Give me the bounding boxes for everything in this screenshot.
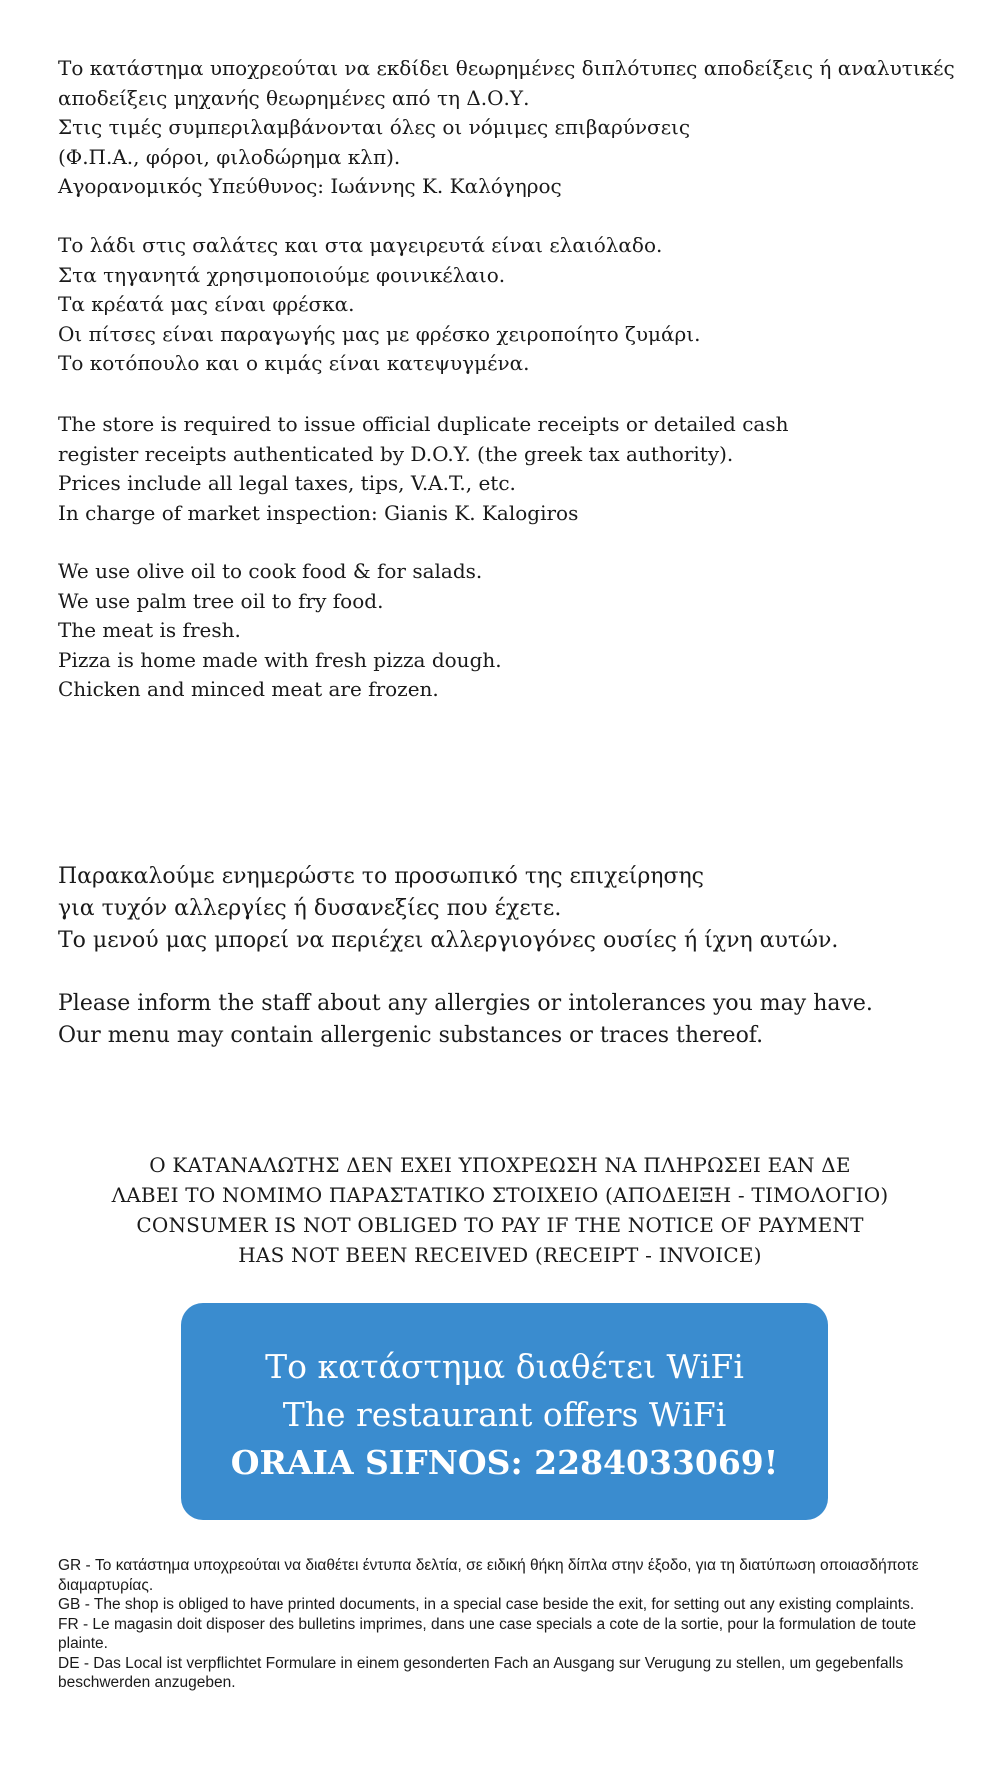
text-line: Prices include all legal taxes, tips, V.A.T., etc. bbox=[58, 471, 516, 495]
text-line: The store is required to issue official duplicate receipts or detailed cash bbox=[58, 412, 789, 436]
text-line: In charge of market inspection: Gianis K. Kalogiros bbox=[58, 500, 579, 525]
consumer-payment-notice bbox=[0, 1150, 1000, 1270]
text-line: DE - Das Local ist verpflichtet Formulare in einem gesonderten Fach an Ausgang sur Verugung zu stellen, um gegebenfalls beschwerden anzugeben. bbox=[58, 1654, 904, 1691]
complaints-notice bbox=[58, 1556, 938, 1693]
text-line: Το κοτόπουλο και ο κιμάς είναι κατεψυγμένα. bbox=[58, 351, 530, 375]
text-line: (Φ.Π.Α., φόροι, φιλοδώρημα κλπ). bbox=[58, 144, 401, 169]
allergy-notice-greek bbox=[58, 861, 838, 957]
wifi-network-text: ORAIA SIFNOS: 2284033069! bbox=[230, 1443, 779, 1482]
text-line: Οι πίτσες είναι παραγωγής μας με φρέσκο χειροποίητο ζυμάρι. bbox=[58, 321, 701, 346]
text-line: Αγορανομικός Υπεύθυνος: Ιωάννης Κ. Καλόγηρος bbox=[58, 174, 562, 198]
english-food-paragraph bbox=[58, 557, 502, 705]
english-receipts-paragraph bbox=[58, 410, 788, 528]
wifi-info-box bbox=[181, 1303, 828, 1520]
text-line: We use olive oil to cook food & for salads. bbox=[58, 559, 483, 583]
text-line: αποδείξεις μηχανής θεωρημένες από τη Δ.Ο.Υ. bbox=[58, 85, 530, 110]
greek-receipts-paragraph bbox=[58, 54, 955, 202]
text-line: Ο ΚΑΤΑΝΑΛΩΤΗΣ ΔΕΝ ΕΧΕΙ ΥΠΟΧΡΕΩΣΗ ΝΑ ΠΛΗΡΩΣΕΙ ΕΑΝ ΔΕ bbox=[149, 1153, 851, 1177]
text-line: CONSUMER IS NOT OBLIGED TO PAY IF THE NOTICE OF PAYMENT bbox=[136, 1213, 864, 1237]
text-line: Το μενού μας μπορεί να περιέχει αλλεργιογόνες ουσίες ή ίχνη αυτών. bbox=[58, 928, 839, 953]
text-line: HAS NOT BEEN RECEIVED (RECEIPT - INVOICE) bbox=[238, 1243, 762, 1267]
text-line: Chicken and minced meat are frozen. bbox=[58, 677, 439, 701]
text-line: FR - Le magasin doit disposer des bulletins imprimes, dans une case specials a cote de la sortie, pour la formulation de toute plainte. bbox=[58, 1615, 917, 1652]
wifi-greek-text: Το κατάστημα διαθέτει WiFi bbox=[265, 1347, 744, 1386]
text-line: Το λάδι στις σαλάτες και στα μαγειρευτά είναι ελαιόλαδο. bbox=[58, 233, 663, 257]
text-line: We use palm tree oil to fry food. bbox=[58, 588, 384, 613]
text-line: register receipts authenticated by D.O.Y. (the greek tax authority). bbox=[58, 441, 734, 466]
text-line: GB - The shop is obliged to have printed documents, in a special case beside the exit, for setting out any existing complaints. bbox=[58, 1596, 915, 1613]
greek-food-paragraph bbox=[58, 231, 700, 379]
text-line: Το κατάστημα υποχρεούται να εκδίδει θεωρημένες διπλότυπες αποδείξεις ή αναλυτικές bbox=[58, 56, 955, 80]
wifi-english-text: The restaurant offers WiFi bbox=[282, 1395, 727, 1434]
text-line: Στις τιμές συμπεριλαμβάνονται όλες οι νόμιμες επιβαρύνσεις bbox=[58, 115, 691, 139]
text-line: ΛΑΒΕΙ ΤΟ ΝΟΜΙΜΟ ΠΑΡΑΣΤΑΤΙΚΟ ΣΤΟΙΧΕΙΟ (ΑΠΟΔΕΙΞΗ - ΤΙΜΟΛΟΓΙΟ) bbox=[111, 1183, 889, 1207]
text-line: Please inform the staff about any allergies or intolerances you may have. bbox=[58, 991, 873, 1016]
text-line: Τα κρέατά μας είναι φρέσκα. bbox=[58, 292, 355, 316]
text-line: Παρακαλούμε ενημερώστε το προσωπικό της επιχείρησης bbox=[58, 864, 705, 889]
text-line: για τυχόν αλλεργίες ή δυσανεξίες που έχετε. bbox=[58, 896, 562, 921]
text-line: Pizza is home made with fresh pizza dough. bbox=[58, 647, 502, 672]
text-line: The meat is fresh. bbox=[58, 618, 241, 642]
text-line: Our menu may contain allergenic substances or traces thereof. bbox=[58, 1023, 764, 1048]
text-line: GR - Το κατάστημα υποχρεούται να διαθέτει έντυπα δελτία, σε ειδική θήκη δίπλα στην έξοδο, για τη διατύπωση οποιασδήποτε διαμαρτυρίας. bbox=[58, 1557, 919, 1594]
text-line: Στα τηγανητά χρησιμοποιούμε φοινικέλαιο. bbox=[58, 262, 506, 287]
allergy-notice-english bbox=[58, 988, 873, 1052]
